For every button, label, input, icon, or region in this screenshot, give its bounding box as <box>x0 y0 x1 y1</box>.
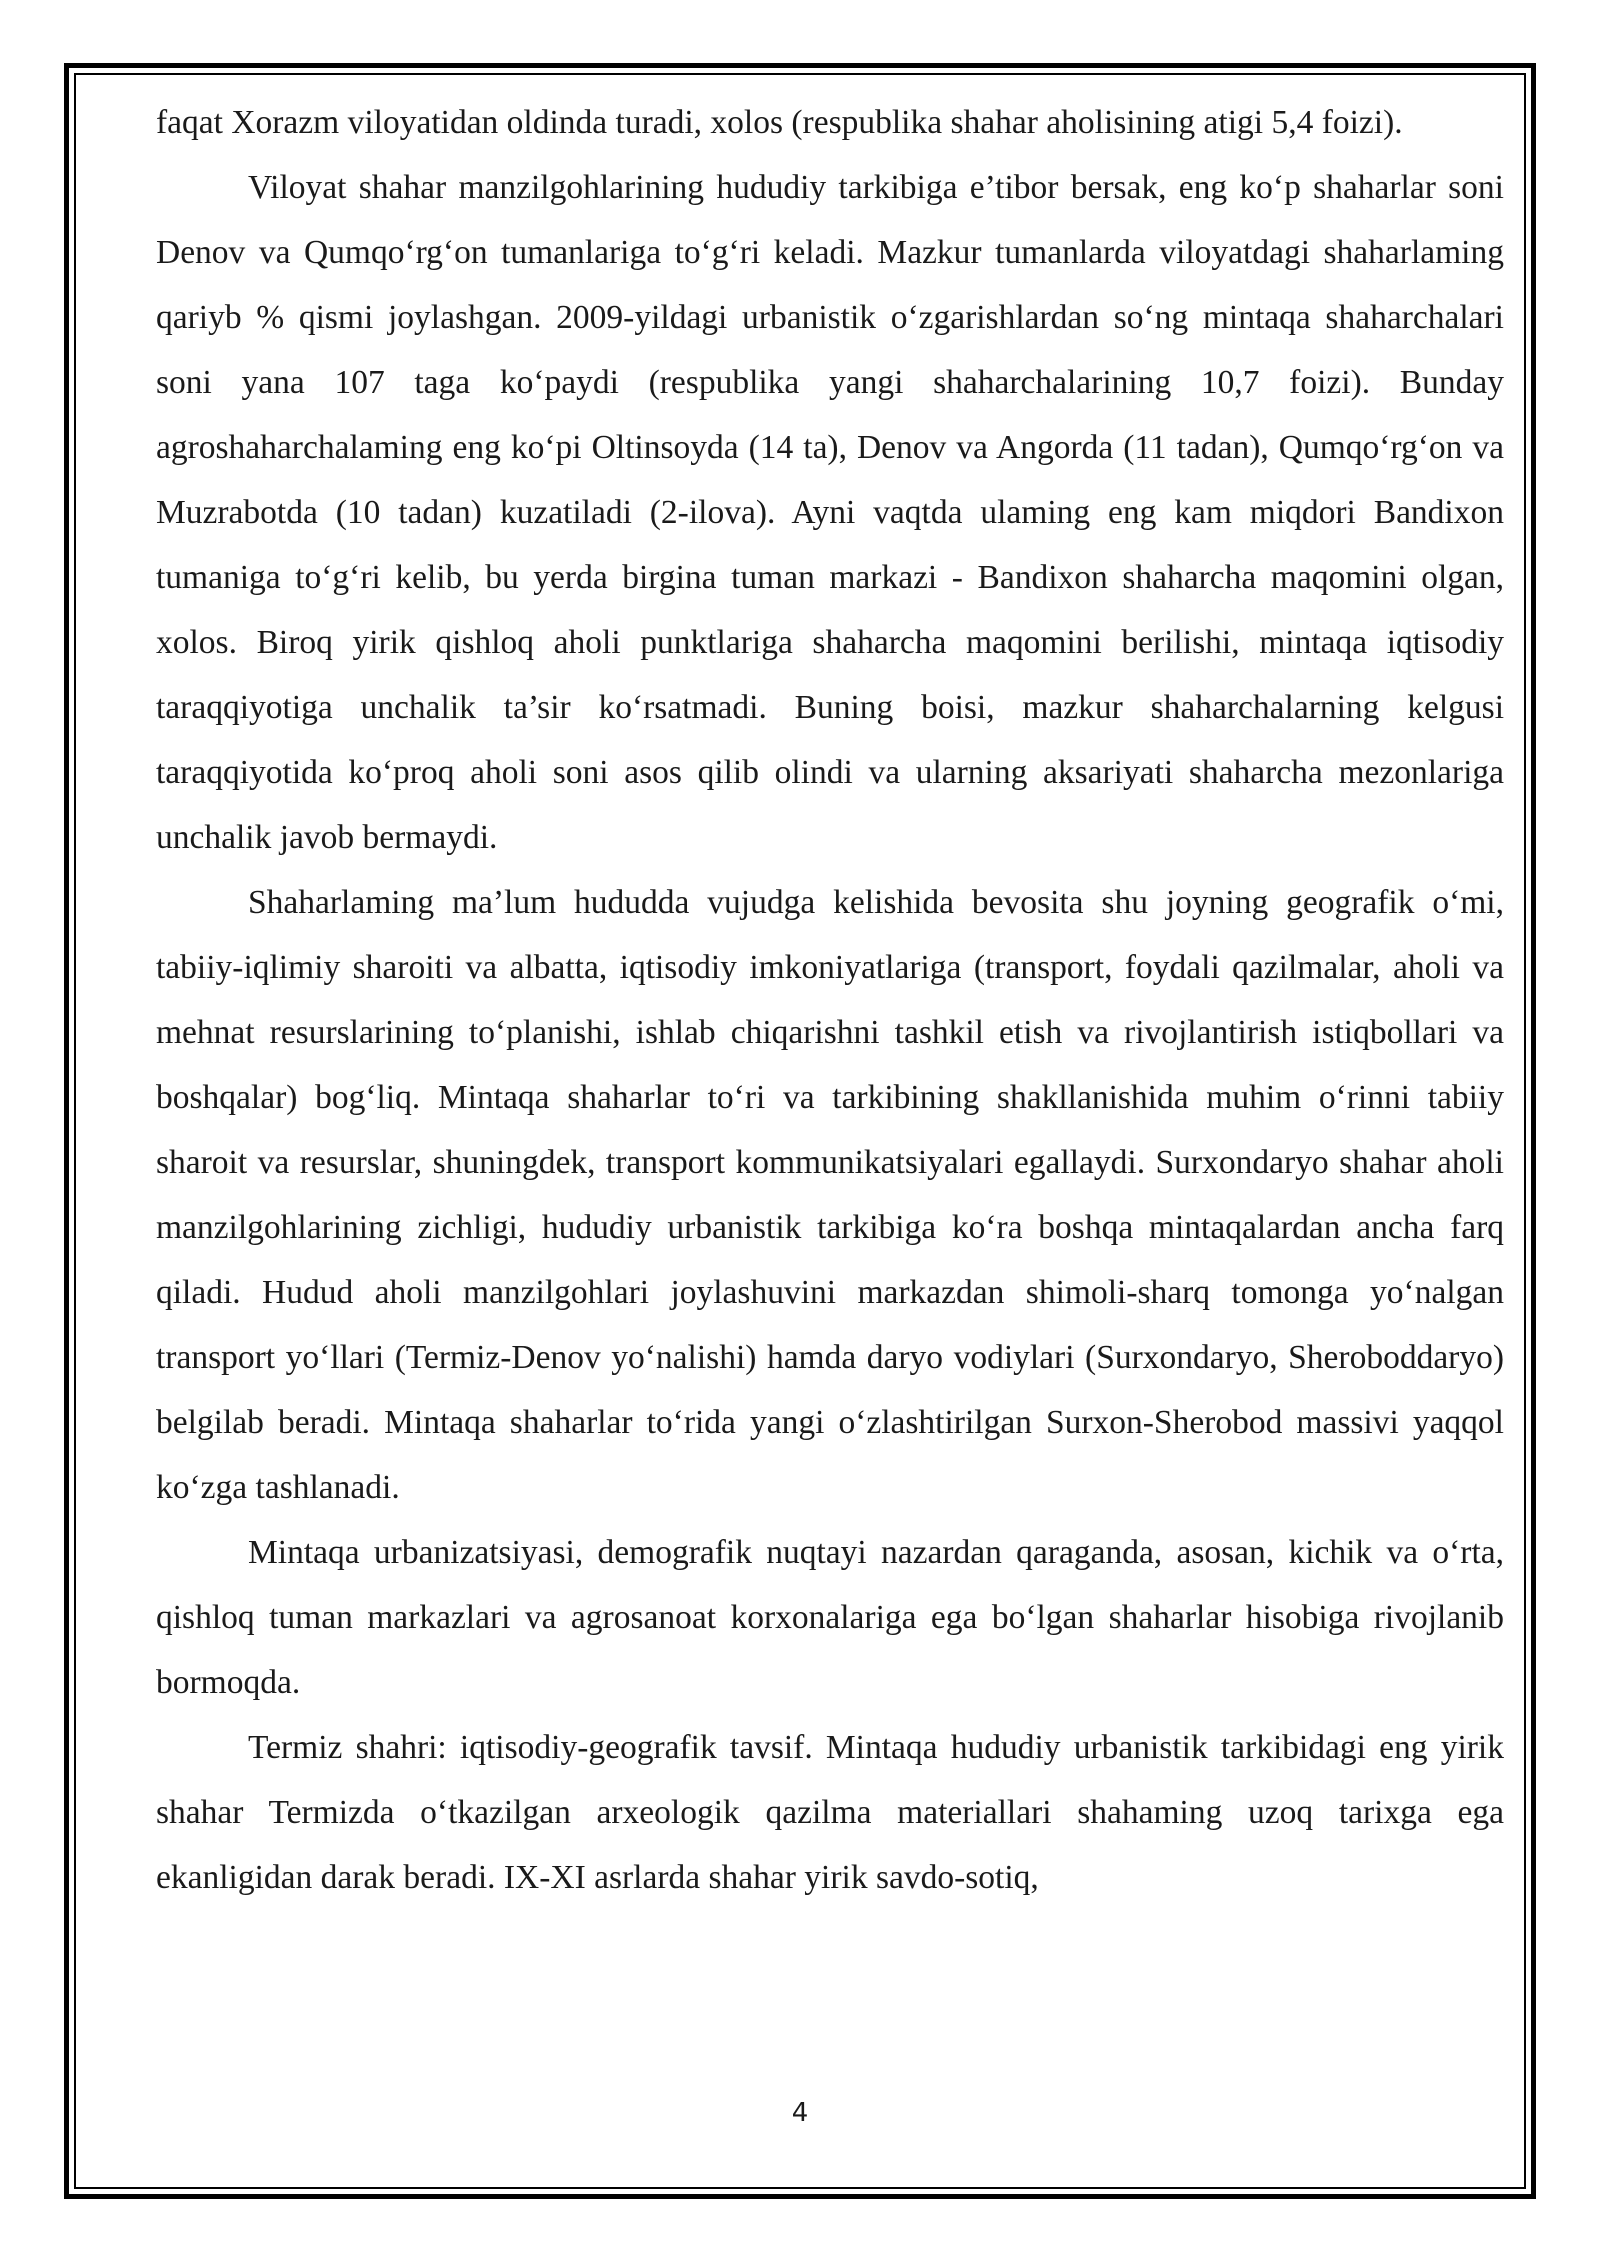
paragraph-urban-structure: Viloyat shahar manzilgohlarining hududiy tarkibiga e’tibor bersak, eng ko‘p shaharlar soni Denov va Qumqo‘rg‘on tumanlariga to‘g‘ri keladi. Mazkur tumanlarda viloyatdagi shaharlaming qariyb % qismi joylashgan. 2009-yildagi urbanistik o‘zgarishlardan so‘ng mintaqa shaharchalari soni yana 107 taga ko‘paydi (respublika yangi shaharchalarining 10,7 foizi). Bunday agroshaharchalaming eng ko‘pi Oltinsoyda (14 ta), Denov va Angorda (11 tadan), Qumqo‘rg‘on va Muzrabotda (10 tadan) kuzatiladi (2-ilova). Ayni vaqtda ulaming eng kam miqdori Bandixon tumaniga to‘g‘ri kelib, bu yerda birgina tuman markazi - Bandixon shaharcha maqomini olgan, xolos. Biroq yirik qishloq aholi punktlariga shaharcha maqomini berilishi, mintaqa iqtisodiy taraqqiyotiga unchalik ta’sir ko‘rsatmadi. Buning boisi, mazkur shaharchalarning kelgusi taraqqiyotida ko‘proq aholi soni asos qilib olindi va ularning aksariyati shaharcha mezonlariga unchalik javob bermaydi. <box>156 169 1504 856</box>
document-body <box>156 90 1504 1910</box>
paragraph-continuation: faqat Xorazm viloyatidan oldinda turadi, xolos (respublika shahar aholisining atigi 5,4 foizi). <box>156 104 1403 141</box>
paragraph-termiz: Termiz shahri: iqtisodiy-geografik tavsif. Mintaqa hududiy urbanistik tarkibidagi eng yirik shahar Termizda o‘tkazilgan arxeologik qazilma materiallari shahaming uzoq tarixga ega ekanligidan darak beradi. IX-XI asrlarda shahar yirik savdo-sotiq, <box>156 1729 1504 1896</box>
paragraph-urbanization: Mintaqa urbanizatsiyasi, demografik nuqtayi nazardan qaraganda, asosan, kichik va o‘rta, qishloq tuman markazlari va agrosanoat korxonalariga ega bo‘lgan shaharlar hisobiga rivojlanib bormoqda. <box>156 1534 1504 1701</box>
page-number: 4 <box>791 2098 809 2128</box>
paragraph-geographic-factors: Shaharlaming ma’lum hududda vujudga kelishida bevosita shu joyning geografik o‘mi, tabiiy-iqlimiy sharoiti va albatta, iqtisodiy imkoniyatlariga (transport, foydali qazilmalar, aholi va mehnat resurslarining to‘planishi, ishlab chiqarishni tashkil etish va rivojlantirish istiqbollari va boshqalar) bog‘liq. Mintaqa shaharlar to‘ri va tarkibining shakllanishida muhim o‘rinni tabiiy sharoit va resurslar, shuningdek, transport kommunikatsiyalari egallaydi. Surxondaryo shahar aholi manzilgohlarining zichligi, hududiy urbanistik tarkibiga ko‘ra boshqa mintaqalardan ancha farq qiladi. Hudud aholi manzilgohlari joylashuvini markazdan shimoli-sharq tomonga yo‘nalgan transport yo‘llari (Termiz-Denov yo‘nalishi) hamda daryo vodiylari (Surxondaryo, Sheroboddaryo) belgilab beradi. Mintaqa shaharlar to‘rida yangi o‘zlashtirilgan Surxon-Sherobod massivi yaqqol ko‘zga tashlanadi. <box>156 884 1504 1506</box>
